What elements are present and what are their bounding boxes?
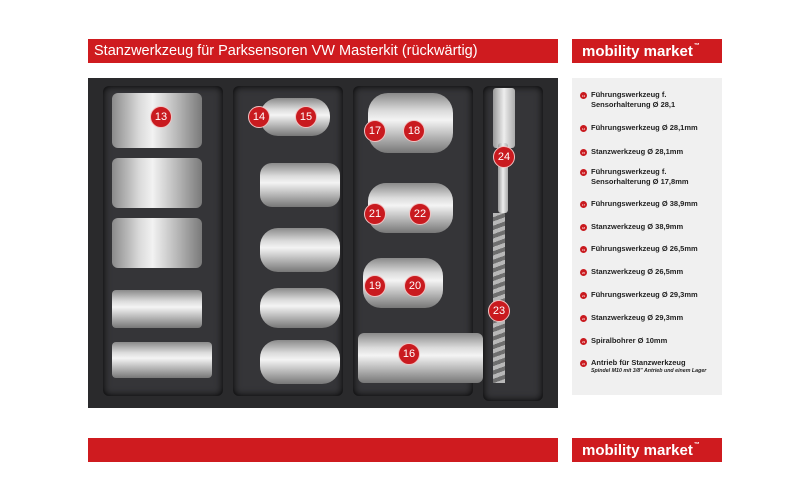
legend-text: Antrieb für Stanzwerkzeug: [591, 358, 686, 367]
guide-tool-16: [358, 333, 483, 383]
brand-text: mobility market: [582, 441, 693, 459]
brand-logo-top: [572, 39, 722, 63]
spiral-drill-23: [493, 213, 505, 383]
drive-spindle-24: [493, 88, 515, 148]
legend-line2: Sensorhalterung Ø 28,1: [591, 100, 676, 109]
legend-number: 20: [581, 270, 586, 275]
label-15: 15: [295, 106, 317, 128]
legend-number: 21: [581, 293, 586, 298]
legend-text: [591, 167, 689, 187]
legend-panel: [572, 78, 722, 395]
label-23: 23: [488, 300, 510, 322]
legend-text: [591, 90, 675, 110]
legend-text: Führungswerkzeug Ø 38,9mm: [591, 199, 698, 208]
guide-tool-cylinder: [112, 158, 202, 208]
legend-text: Spiralbohrer Ø 10mm: [591, 336, 668, 345]
legend-number: 13: [581, 93, 586, 98]
brand-tm: ™: [693, 43, 700, 49]
brand-logo-bottom: [572, 438, 722, 462]
punch-tool: [260, 288, 340, 328]
legend-number: 17: [581, 202, 586, 207]
brand-tm: ™: [693, 442, 700, 448]
label-20: 20: [404, 275, 426, 297]
label-21: 21: [364, 203, 386, 225]
punch-tool: [260, 340, 340, 384]
legend-line2: Sensorhalterung Ø 17,8mm: [591, 177, 689, 186]
guide-tool-cylinder: [112, 342, 212, 378]
punch-tool: [260, 228, 340, 272]
label-19: 19: [364, 275, 386, 297]
legend-line1: Führungswerkzeug f.: [591, 90, 667, 99]
legend-line1: Führungswerkzeug f.: [591, 167, 667, 176]
footer-bar: [88, 438, 558, 462]
label-16: 16: [398, 343, 420, 365]
label-14: 14: [248, 106, 270, 128]
label-18: 18: [403, 120, 425, 142]
legend-text: Führungswerkzeug Ø 26,5mm: [591, 244, 698, 253]
legend-number: 24: [581, 361, 586, 366]
label-13: 13: [150, 106, 172, 128]
legend-number: 23: [581, 339, 586, 344]
legend-number: 15: [581, 150, 586, 155]
legend-text: Führungswerkzeug Ø 28,1mm: [591, 123, 698, 132]
legend-number: 22: [581, 316, 586, 321]
legend-number: 19: [581, 247, 586, 252]
legend-text: Stanzwerkzeug Ø 38,9mm: [591, 222, 684, 231]
label-22: 22: [409, 203, 431, 225]
guide-tool-cylinder: [112, 290, 202, 328]
legend-text: Führungswerkzeug Ø 29,3mm: [591, 290, 698, 299]
product-photo: [88, 78, 558, 408]
legend-text: Stanzwerkzeug Ø 28,1mm: [591, 147, 684, 156]
label-24: 24: [493, 146, 515, 168]
guide-tool-14: [260, 163, 340, 207]
legend-text: Stanzwerkzeug Ø 26,5mm: [591, 267, 684, 276]
legend-subtext: Spindel M10 mit 3/8" Antrieb und einem Lager: [591, 368, 707, 374]
brand-text: mobility market: [582, 42, 693, 60]
legend-number: 14: [581, 126, 586, 131]
page-title: Stanzwerkzeug für Parksensoren VW Masterkit (rückwärtig): [94, 43, 478, 59]
legend-text: Stanzwerkzeug Ø 29,3mm: [591, 313, 684, 322]
legend-number: 18: [581, 225, 586, 230]
legend-number: 16: [581, 170, 586, 175]
label-17: 17: [364, 120, 386, 142]
guide-tool-cylinder: [112, 218, 202, 268]
